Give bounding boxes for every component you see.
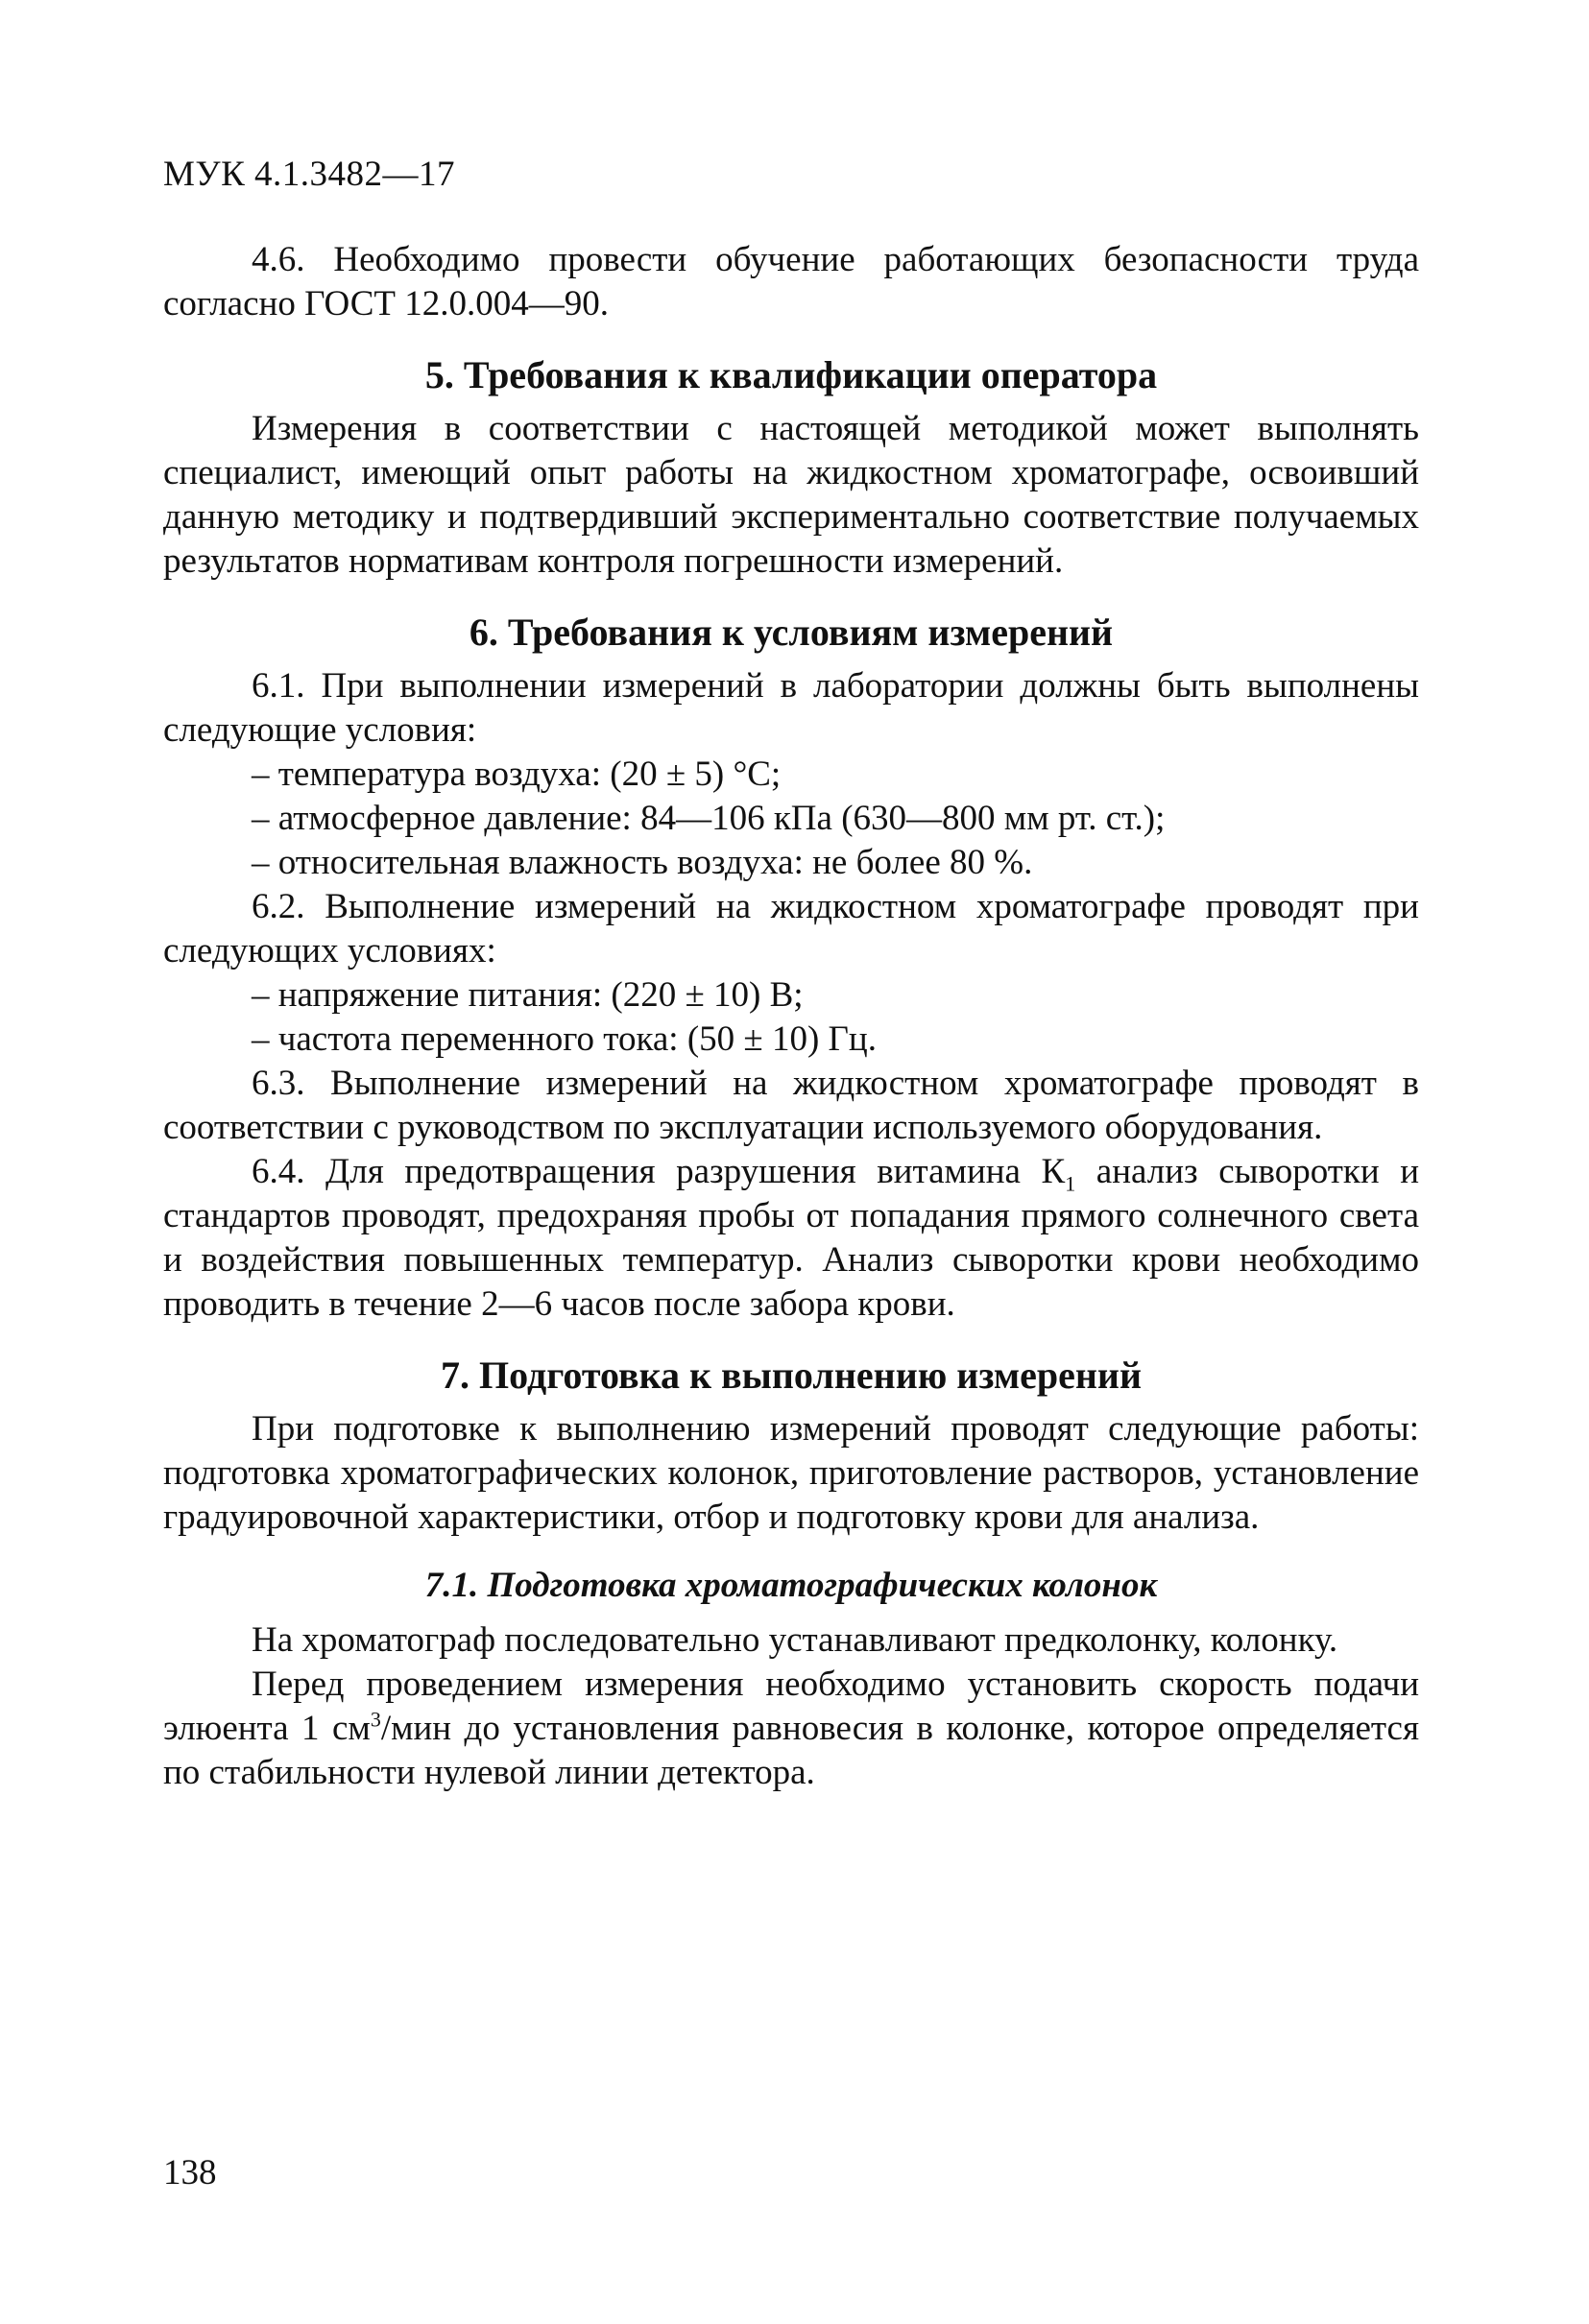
subsection-heading-7-1: 7.1. Подготовка хроматографических колонок [424,1566,1158,1605]
document-header: МУК 4.1.3482—17 [163,155,456,194]
paragraph-7: При подготовке к выполнению измерений проводят следующие работы: подготовка хроматографических колонок, приготовление растворов, установление градуировочной характеристики, отбор и подготовку крови для анализа. [163,1409,1419,1537]
list-item-pressure: – атмосферное давление: 84—106 кПа (630—800 мм рт. ст.); [252,799,1166,838]
paragraph-6-4-start: 6.4. Для предотвращения разрушения витамина К [252,1152,1066,1191]
page-number: 138 [163,2153,217,2192]
list-item-temperature: – температура воздуха: (20 ± 5) °С; [252,755,782,794]
paragraph-4-6: 4.6. Необходимо провести обучение работающих безопасности труда согласно ГОСТ 12.0.004—90. [163,240,1419,323]
section-heading-6: 6. Требования к условиям измерений [469,611,1114,654]
document-body [163,238,1419,1795]
list-item-frequency: – частота переменного тока: (50 ± 10) Гц. [252,1019,877,1059]
paragraph-7-1-b [163,1663,1419,1795]
paragraph-7-1-b-start: Перед проведением измерения необходимо установить скорость подачи элюента 1 см [163,1665,1419,1748]
paragraph-7-1-b-end: /мин до установления равновесия в колонке, которое определяется по стабильности нулевой линии детектора. [163,1709,1419,1792]
section-heading-5: 5. Требования к квалификации оператора [424,353,1158,396]
paragraph-6-3: 6.3. Выполнение измерений на жидкостном хроматографе проводят в соответствии с руководством по эксплуатации используемого оборудования. [163,1064,1419,1147]
section-heading-7: 7. Подготовка к выполнению измерений [441,1354,1142,1397]
vitamin-subscript: 1 [1065,1171,1076,1196]
cubic-superscript: 3 [370,1707,381,1732]
list-item-humidity: – относительная влажность воздуха: не более 80 %. [252,843,1033,882]
paragraph-6-4-end: анализ сыворотки и стандартов проводят, предохраняя пробы от попадания прямого солнечного света и воздействия повышенных температур. Анализ сыворотки крови необходимо проводить в течение 2—6 часов после забора крови. [163,1152,1420,1324]
paragraph-6-4 [163,1150,1419,1327]
list-item-voltage: – напряжение питания: (220 ± 10) В; [252,975,804,1015]
paragraph-6-1: 6.1. При выполнении измерений в лаборатории должны быть выполнены следующие условия: [163,666,1419,750]
paragraph-7-1-a: На хроматограф последовательно устанавливают предколонку, колонку. [252,1620,1338,1660]
paragraph-6-2: 6.2. Выполнение измерений на жидкостном хроматографе проводят при следующих условиях: [163,887,1419,970]
paragraph-5: Измерения в соответствии с настоящей методикой может выполнять специалист, имеющий опыт работы на жидкостном хроматографе, освоивший данную методику и подтвердивший экспериментально соответствие получаемых результатов нормативам контроля погрешности измерений. [163,409,1419,581]
